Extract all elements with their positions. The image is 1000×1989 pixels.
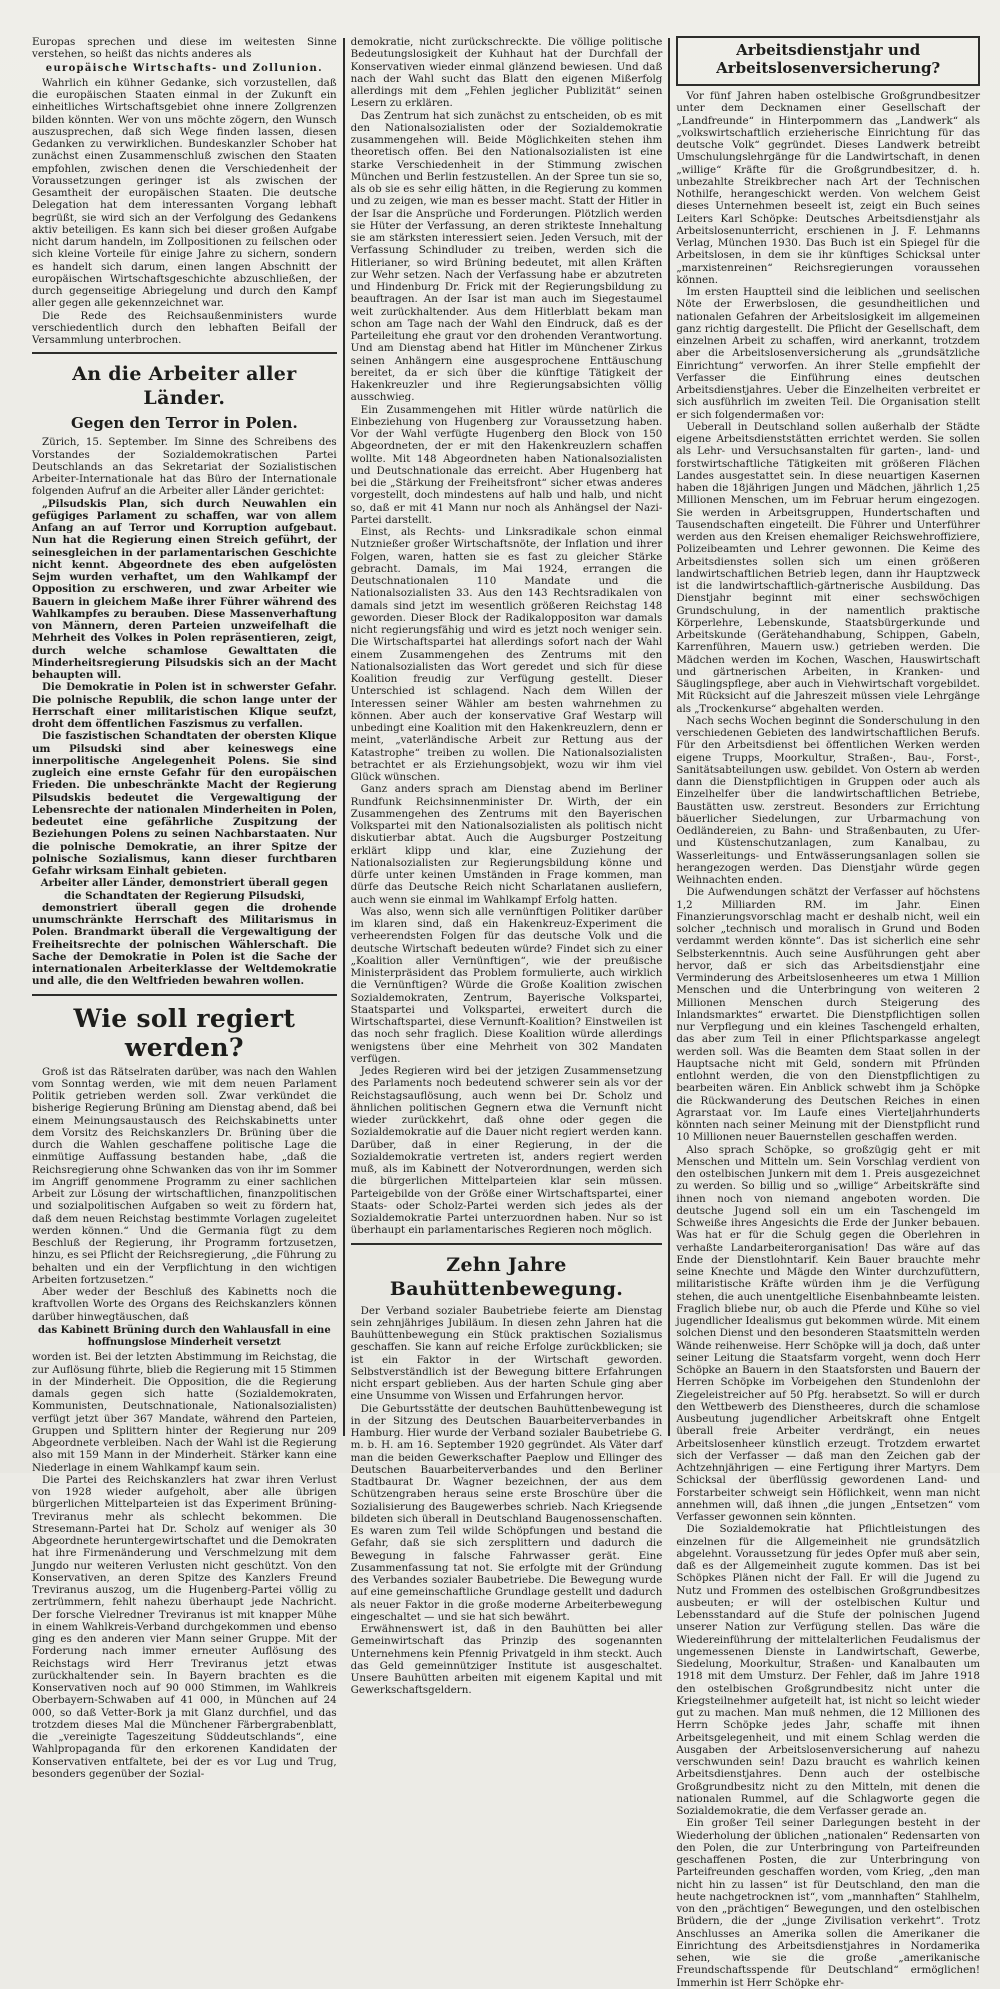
article-paragraph: Im ersten Hauptteil sind die leiblichen und seelischen Nöte der Erwerbslosen, die gesundheitlichen und nationalen Gefahren der Arbeitslosigkeit im allgemeinen ganz richtig dargestellt. Die Pflicht der Gesellschaft, dem einzelnen Arbeit zu schaffen, wird anerkannt, trotzdem aber die Arbeitslosenversicherung als „grundsätzliche Einrichtung“ verworfen. An ihrer Stelle empfiehlt der Verfasser die Einführung eines deutschen Arbeitsdienstjahres. Ueber die Einzelheiten verbreitet er sich ausführlich im zweiten Teil. Die Organisation stellt er sich folgendermaßen vor: <box>676 286 980 421</box>
article-paragraph: Ein großer Teil seiner Darlegungen besteht in der Wiederholung der üblichen „nationalen“ Redensarten von den Polen, die zur Unterbringung von Parteifreunden geschaffenen Posten, die zur Unterbringung von Parteifreunden geschaffen worden, vom Krieg, „den man nicht hin zu lassen“ ist für Deutschland, den man die heute nachgetrocknen ist“, vom „mannhaften“ Stahlhelm, von den „prächtigen“ Bewegungen, und den ostelbischen Brüdern, die der „junge Zivilisation verkehrt“. Trotz Anschlusses an Amerika sollen die Amerikaner die Einrichtung des Arbeitsdienstjahres in Nordamerika sehen, wie sie die große „amerikanische Freundschaftsspende für Deutschland“ ermöglichen! Immerhin ist Herr Schöpke ehr- <box>676 1817 980 1989</box>
article-paragraph: Ein Zusammengehen mit Hitler würde natürlich die Einbeziehung von Hugenberg zur Voraussetzung haben. Vor der Wahl verfügte Hugenberg den Block von 150 Abgeordneten, der er mit den Hakenkreuzlern schaffen wollte. Mit 148 Abgeordneten haben Nationalsozialisten und Deutschnationale das erreicht. Aber Hugenberg hat bei die „Stärkung der Freiheitsfront“ sicher etwas anderes vorgestellt, doch mindestens auf halb und halb, und nicht so, daß er mit 41 Mann nur noch als Anhängsel der Nazi-Partei darstellt. <box>350 403 663 526</box>
article-paragraph: Vor fünf Jahren haben ostelbische Großgrundbesitzer unter dem Decknamen einer Gesellschaft der „Landfreunde“ in Hinterpommern das „Landwerk“ als „volkswirtschaftlich erzieherische Einrichtung für das deutsche Volk“ gegründet. Dieses Landwerk betreibt Umschulungslehrgänge für die Landwirtschaft, in denen „willige“ Kräfte für die Großgrundbesitzer, d. h. unbezahlte Streikbrecher nach Art der Technischen Nothilfe, herangeschickt werden. Von welchem Geist dieses Unternehmen beseelt ist, zeigt ein Buch seines Leiters Karl Schöpke: Deutsches Arbeitsdienstjahr als Arbeitslosenunterricht, erschienen in J. F. Lehmanns Verlag, München 1930. Das Buch ist ein Spiegel für die Arbeitslosen, in dem sie ihr künftiges Schicksal unter „marxistenreinen“ Reichsregierungen voraussehen können. <box>676 90 980 286</box>
article-paragraph: Erwähnenswert ist, daß in den Bauhütten bei aller Gemeinwirtschaft das Prinzip des sogenannten Unternehmens kein Pfennig Privatgeld in ihm steckt. Auch das Geld gemeinnütziger Institute ist ausgeschaltet. Unsere Bauhütten arbeiten mit eigenem Kapital und mit Gewerkschaftsgeldern. <box>350 1623 663 1697</box>
article-title-arbeitsdienst: Arbeitsdienstjahr und Arbeitslosenversicherung? <box>716 41 941 77</box>
article-paragraph: Die Geburtsstätte der deutschen Bauhüttenbewegung ist in der Sitzung des Deutschen Bauarbeiterverbandes in Hamburg. Hier wurde der Verband sozialer Baubetriebe G. m. b. H. am 16. September 1920 gegründet. Als Väter darf man die beiden Gewerkschafter Paeplow und Ellinger des Deutschen Bauarbeiterverbandes und den Berliner Stadtbaurat Dr. Wagner bezeichnen, der aus dem Schützengraben heraus seine erste Broschüre über die Sozialisierung des Baugewerbes schrieb. Nach Kriegsende bildeten sich überall in Deutschland Baugenossenschaften. Es waren zum Teil wilde Schöpfungen und bestand die Gefahr, daß sie sich zersplittern und dadurch die Bewegung in falsche Fahrwasser gerät. Eine Zusammenfassung tat not. Sie erfolgte mit der Gründung des Verbandes sozialer Baubetriebe. Die Bewegung wurde auf eine gemeinschaftliche Grundlage gestellt und dadurch als neuer Faktor in die große moderne Arbeiterbewegung eingeschaltet — und sie hat sich bewährt. <box>350 1402 663 1623</box>
columns <box>26 36 986 1989</box>
article-paragraph: Die Demokratie in Polen ist in schwerster Gefahr. Die polnische Republik, die schon lange unter der Herrschaft einer militaristischen Klique seufzt, droht dem öffentlichen Faszismus zu verfallen. <box>32 681 337 730</box>
intro-text-2: Wahrlich ein kühner Gedanke, sich vorzustellen, daß die europäischen Staaten einmal in der Zukunft ein einheitliches Wirtschaftsgebiet ohne innere Zollgrenzen bilden könnten. Wer von uns möchte zögern, den Wunsch auszusprechen, daß sich Wege finden lassen, diesen Gedanken zu verwirklichen. Bundeskanzler Schober hat zunächst einen Zusammenschluß zwischen den Staaten empfohlen, zwischen denen die Verschiedenheit der Voraussetzungen geringer ist als zwischen der Gesamtheit der europäischen Staaten. Die deutsche Delegation hat dem interessanten Vorgang lebhaft begrüßt, sie wird sich an der Verfolgung des Gedankens aktiv beteiligen. Es kann sich bei dieser großen Aufgabe nicht darum handeln, im Zollpositionen zu feilschen oder sich kleine Vorteile für einige Jahre zu sichern, sondern es handelt sich darum, einen langen Abschnitt der europäischen Wirtschaftsgeschichte abzuschließen, der durch gegenseitige Abriegelung und durch den Kampf aller gegen alle gekennzeichnet war. <box>32 76 337 310</box>
article-paragraph: Jedes Regieren wird bei der jetzigen Zusammensetzung des Parlaments noch bedeutend schwerer sein als vor der Reichstagsauflösung, auch wenn bei Dr. Scholz und ähnlichen politischen Gegnern etwa die Vernunft nicht wieder zurückkehrt, daß ohne oder gegen die Sozialdemokratie auf die Dauer nicht regiert werden kann. Darüber, daß in einer Regierung, in der die Sozialdemokratie vertreten ist, anders regiert werden muß, als im Kabinett der Notverordnungen, werden sich die bürgerlichen Mittelparteien klar sein müssen. Parteigebilde von der Größe einer Wirtschaftspartei, einer Staats- oder Scholz-Partei werden sich jedes als der Sozialdemokratie Partei unterzuordnen haben. Nur so ist überhaupt ein parlamentarisches Regieren noch möglich. <box>350 1065 663 1237</box>
article-title-workers: An die Arbeiter aller Länder. <box>72 363 297 410</box>
article-paragraph: Zürich, 15. September. Im Sinne des Schreibens des Vorstandes der Sozialdemokratischen Partei Deutschlands an das Sekretariat der Sozialistischen Arbeiter-Internationale hat das Büro der Internationale folgenden Aufruf an die Arbeiter aller Länder gerichtet: <box>32 436 337 498</box>
article-paragraph: Einst, als Rechts- und Linksradikale schon einmal Nutznießer großer Wirtschaftsnöte, der Inflation und ihrer Folgen, waren, hatten sie es fast zu gleicher Stärke gebracht. Damals, im Mai 1924, errangen die Deutschnationalen 110 Mandate und die Nationalsozialisten 33. Aus den 143 Rechtsradikalen von damals sind jetzt im wesentlich größeren Reichstag 148 geworden. Dieser Block der Radikaloppositon war damals nicht regierungsfähig und wird es jetzt noch weniger sein. Die Wirtschaftspartei hat allerdings sofort nach der Wahl einem Zusammengehen des Zentrums mit den Nationalsozialisten das Wort geredet und sich für diese Koalition freudig zur Verfügung gestellt. Dieser Unterschied ist schlagend. Nach dem Willen der Interessen seiner Wähler am besten wahrnehmen zu können. Aber auch der konservative Graf Westarp will unbedingt eine Koalition mit den Hakenkreuzlern, denn er meint, „vaterländische Arbeit zur Rettung aus der Katastrophe“ treiben zu wollen. Die Nationalsozialisten betrachtet er als Erziehungsobjekt, wozu wir ihm viel Glück wünschen. <box>350 526 663 783</box>
divider <box>32 352 337 354</box>
article-paragraph: demonstriert überall gegen die drohende unumschränkte Herrschaft des Militarismus in Polen. Brandmarkt überall die Vergewaltigung der Freiheitsrechte der polnischen Wählerschaft. Die Sache der Demokratie in Polen ist die Sache der internationalen Arbeiterklasse der Weltdemokratie und alle, die den Weltfrieden bewahren wollen. <box>32 901 337 988</box>
article-paragraph: Ueberall in Deutschland sollen außerhalb der Städte eigene Arbeitsdienststätten errichtet werden. Sie sollen als Lehr- und Versuchsanstalten für garten-, land- und forstwirtschaftliche Tätigkeiten mit größeren Flächen Landes ausgestattet sein. In diese neuartigen Kasernen haben die 18jährigen Jungen und Mädchen, jährlich 1,25 Millionen Menschen, um im Februar herum eingezogen. Sie werden in Arbeitsgruppen, Hundertschaften und Tausendschaften eingeteilt. Die Führer und Unterführer werden aus den Kreisen ehemaliger Reichswehroffiziere, Polizeibeamten und Lehrer gewonnen. Die Keime des Arbeitsdienstes sollen sich um einen größeren landwirtschaftlichen Betrieb legen, dann ihr Hauptzweck ist die landwirtschaftlich-gärtnerische Ausbildung. Das Dienstjahr beginnt mit einer sechswöchigen Grundschulung, in der namentlich praktische Körperlehre, Lebenskunde, Staatsbürgerkunde und Arbeitskunde (Gerätehandhabung, Schippen, Gabeln, Karrenführen, Mauern usw.) getrieben werden. Die Mädchen werden im Kochen, Waschen, Hauswirtschaft und gärtnerischen Arbeiten, in Kranken- und Säuglingspflege, aber auch in Viehwirtschaft vorgebildet. Mit Rücksicht auf die Jahreszeit müssen viele Lehrgänge als „Trockenkurse“ abgehalten werden. <box>676 420 980 715</box>
headline-box <box>676 36 980 86</box>
article-paragraph: Der Verband sozialer Baubetriebe feierte am Dienstag sein zehnjähriges Jubiläum. In diesen zehn Jahren hat die Bauhüttenbewegung ein Stück praktischen Sozialismus geschaffen. Sie kann auf reiche Erfolge zurückblicken; sie ist ein Faktor in der Wirtschaft geworden. Selbstverständlich ist der Bewegung bittere Erfahrungen nicht erspart geblieben. Aus der harten Schule ging aber eine Unsumme von Wissen und Erfahrungen hervor. <box>350 1304 663 1403</box>
article-paragraph: Also sprach Schöpke, so großzügig geht er mit Menschen und Mitteln um. Sein Vorschlag verdient von den ostelbischen Junkern mit dem 1. Preis ausgezeichnet zu werden. So billig und so „willige“ Arbeitskräfte sind ihnen noch von niemand angeboten worden. Die deutsche Jugend soll ein um ein Taschengeld im Schweiße ihres Angesichts die Erde der Junker bebauen. Was hat er für die Schulg gegen die Oberlehren in verhaßte Landarbeiterorganisation! Das wäre auf das Ende der Dienstlohntarif. Kein Bauer brauchte mehr seine Knechte und Mägde den Winter durchzufüttern, militaristische Kräfte würden ihm je die Verfügung stehen, die auch unentgeltliche Eisenbahnbeamte leisten. Fraglich bliebe nur, ob auch die Pferde und Kühe so viel jugendlicher Idealismus gut bekommen würde. Mit einem solchen Dienst und den besonderen Staatsmitteln werden Wände reihenweise. Herr Schöpke will ja doch, daß unter seiner Leitung die Staatsfarm vorgeht, wenn doch Herr Schöpke an Bauern in den Staatsforsten und Bauern der Herren Schöpke im Vorbeigehen den Stundenlohn der Ziegeleistreicher auf 50 Pfg. herabsetzt. So will er durch den Wettbewerb des Dienstheeres, durch die schamlose Ausbeutung jugendlicher Arbeitskraft ohne Entgelt überall freie Arbeiter verdrängt, ein neues Arbeitslosenheer künstlich erzeugt. Trotzdem erwartet sich der Verfasser — daß man den Zeichen gab der Achtzehnjährigen — eine Fertigung ihrer Martyrs. Dem Schicksal der überflüssig gewordenen Land- und Forstarbeiter schweigt sein Höflichkeit, wenn man nicht annehmen will, daß ihnen „die jungen „Entsetzen“ vom Verfasser gewonnen sein könnten. <box>676 1143 980 1523</box>
article-paragraph: worden ist. Bei der letzten Abstimmung im Reichstag, die zur Auflösung führte, blieb die Regierung mit 15 Stimmen in der Minderheit. Die Opposition, die die Regierung damals gegen sich hatte (Sozialdemokraten, Kommunisten, Deutschnationale, Nationalsozialisten) verfügt jetzt über 367 Mandate, während den Parteien, Gruppen und Splittern hinter der Regierung nur 209 Abgeordnete verbleiben. Nach der Wahl ist die Regierung also mit 159 Mann in der Minderheit. Stärker kann eine Niederlage in einem Wahlkampf kaum sein. <box>32 1351 337 1474</box>
article-paragraph: Die Sozialdemokratie hat Pflichtleistungen des einzelnen für die Allgemeinheit nie grundsätzlich abgelehnt. Voraussetzung für jedes Opfer muß aber sein, daß es der Allgemeinheit zugute kommen. Das ist bei Schöpkes Plänen nicht der Fall. Er will die Jugend zu Nutz und Frommen des ostelbischen Großgrundbesitzes ausbeuten; er will der ostelbischen Kultur und Lebensstandard auf die Stufe der polnischen Jugend unserer Nation zur Verfügung stellen. Das wäre die Wiedereinführung der mittelalterlichen Feudalismus der ungemessenen Dienste in Landwirtschaft, Gewerbe, Siedelung, Moorkultur, Straßen- und Kanalbauten um 1918 mit dem Umsturz. Der Fehler, daß im Jahre 1918 den ostelbischen Großgrundbesitz nicht unter die Kriegsteilnehmer aufgeteilt hat, ist nicht so leicht wieder gut zu machen. Man muß nehmen, die 12 Millionen des Herrn Schöpke jedes Jahr, schaffe mit ihnen Arbeitsgelegenheit, und mit einem Schlag werden die Ausgaben der Arbeitslosenversicherung auf nahezu verschwunden sein! Dazu braucht es wahrlich keinen Arbeitsdienstjahres. Denn auch der ostelbische Großgrundbesitz nicht zu den Mitteln, mit denen die nationalen Rummel, auf die Schlagworte gegen die Sozialdemokratie, die dem Verfasser gerade an. <box>676 1523 980 1817</box>
article-title-bauhuetten: Zehn Jahre Bauhüttenbewegung. <box>389 1253 624 1300</box>
intro-text-3: Die Rede des Reichsaußenministers wurde verschiedentlich durch den lebhaften Beifall der Versammlung unterbrochen. <box>32 309 337 346</box>
article-paragraph: Aber weder der Beschluß des Kabinetts noch die kraftvollen Worte des Organs des Reichskanzlers können darüber hinwegtäuschen, daß <box>32 1286 337 1323</box>
article-paragraph: Ganz anders sprach am Dienstag abend im Berliner Rundfunk Reichsinnenminister Dr. Wirth, der ein Zusammengehen des Zentrums mit den Bayerischen Volkspartei mit den Nationalsozialisten als politisch nicht diskutierbar abtat. Auch die Augsburger Postzeitung erklärt klipp und klar, eine Zuziehung der Nationalsozialisten zur Regierungsbildung könne und dürfe unter keinen Umständen in Frage kommen, man dürfe das Deutsche Reich nicht Scharlatanen ausliefern, auch wenn sie einmal im Wahlkampf Erfolg hatten. <box>350 783 663 906</box>
article-paragraph: Nach sechs Wochen beginnt die Sonderschulung in den verschiedenen Gebieten des landwirtschaftlichen Berufs. Für den Arbeitsdienst bei öffentlichen Werken werden eigene Trupps, Moorkultur, Straßen-, Bau-, Forst-, Sanitätsabteilungen usw. gebildet. Von Ostern ab werden dann die Dienstpflichtigen in Gruppen oder auch als Einzelhelfer über die landwirtschaftlichen Betriebe, Baustätten usw. zerstreut. Besonders zur Errichtung bäuerlicher Siedelungen, zur Urbarmachung von Oedländereien, zu Bahn- und Straßenbauten, zu Ufer- und Küstenschutzanlagen, zum Kanalbau, zu Wasserleitungs- und Entwässerungsanlagen sollen sie herangezogen werden. Das Dienstjahr würde gegen Weihnachten enden. <box>676 714 980 886</box>
article-paragraph: Die Partei des Reichskanzlers hat zwar ihren Verlust von 1928 wieder aufgeholt, aber alle übrigen bürgerlichen Mittelparteien ist das Experiment Brüning-Treviranus mehr als schlecht bekommen. Die Stresemann-Partei hat Dr. Scholz auf weniger als 30 Abgeordnete heruntergewirtschaftet und die Demokraten hat ihre Firmenänderung und Verschmelzung mit dem Jungdo nur weiteren Verlusten nicht geschützt. Von den Konservativen, an deren Spitze des Kanzlers Freund Treviranus auszog, um die Hugenberg-Partei völlig zu zertrümmern, fehlt nahezu überhaupt jede Nachricht. Der forsche Vielredner Treviranus ist mit knapper Mühe in einem Wahlkreis-Verband durchgekommen und ebenso ging es den anderen vier Mann seiner Gruppe. Mit der Forderung nach immer erneuter Auflösung des Reichstags wird Herr Treviranus jetzt etwas zurückhaltender sein. In Bayern brachten es die Konservativen noch auf 90 000 Stimmen, im Wahlkreis Oberbayern-Schwaben auf 41 000, in München auf 24 000, so daß Vetter-Bork ja mit Glanz durchfiel, und das trotzdem dieses Mal die Münchener Färbergrabenblatt, die „vereinigte Tageszeitung Süddeutschlands“, eine Wahlpropaganda für den erkorenen Kandidaten der Konservativen entfaltete, bei der es vor Lug und Trug, besonders gegenüber der Sozial- <box>32 1473 337 1780</box>
divider <box>351 1243 663 1245</box>
intro-text: Europas sprechen und diese im weitesten Sinne verstehen, so heißt das nichts anderes als <box>32 36 337 61</box>
article-paragraph: Groß ist das Rätselraten darüber, was nach den Wahlen vom Sonntag werden, wie mit dem neuen Parlament Politik getrieben werden soll. Zwar verkündet die bisherige Regierung Brüning am Dienstag abend, daß bei einem Meinungsaustausch des Reichskabinetts unter dem Vorsitz des Reichskanzlers Dr. Brüning über die durch die Wahlen geschaffene politische Lage die einmütige Auffassung bestanden habe, „daß die Reichsregierung ohne Schwanken das von ihr im Sommer im Angriff genommene Programm zu einer sachlichen Arbeit zur Lösung der wirtschaftlichen, finanzpolitischen und sozialpolitischen Aufgaben so weit zu fördern hat, daß dem neuen Reichstag bestimmte Vorlagen zugeleitet werden können.“ Und die Germania fügt zu dem Beschluß der Regierung, ihr Programm fortzusetzen, hinzu, es sei Pflicht der Reichsregierung, „die Führung zu behalten und ein der Verpflichtung in den wichtigen Arbeiten fortzusetzen.“ <box>32 1065 337 1286</box>
divider <box>32 994 337 996</box>
intro-highlight: europäische Wirtschafts- und Zollunion. <box>45 62 323 74</box>
article-paragraph: „Pilsudskis Plan, sich durch Neuwahlen ein gefügiges Parlament zu schaffen, war von allem Anfang an auf Terror und Korruption aufgebaut. Nun hat die Regierung einen Streich geführt, der seinesgleichen in der parlamentarischen Geschichte nicht kennt. Abgeordnete des eben aufgelösten Sejm wurden verhaftet, um den Wahlkampf der Opposition zu erschweren, und zwar Arbeiter wie Bauern in gleichem Maße ihrer Führer während des Wahlkampfes zu berauben. Diese Massenverhaftung von Männern, deren Parteien unzweifelhaft die Mehrheit des Volkes in Polen repräsentieren, zeigt, durch welche schamlose Gewalttaten die Minderheitsregierung Pilsudskis sich an der Macht behaupten will. <box>32 497 337 681</box>
article-title-government: Wie soll regiert werden? <box>73 1003 296 1062</box>
column-2 <box>345 36 669 1697</box>
article-subtitle-workers: Gegen den Terror in Polen. <box>71 414 298 433</box>
column-3 <box>670 36 986 1989</box>
article-paragraph: Arbeiter aller Länder, demonstriert überall gegen die Schandtaten der Regierung Pilsudski, <box>40 877 329 902</box>
article-paragraph: Die Aufwendungen schätzt der Verfasser auf höchstens 1,2 Milliarden RM. im Jahr. Einen Finanzierungsvorschlag macht er deshalb nicht, weil ein solcher „technisch und moralisch in Grund und Boden verdammt werden könnte“. Das ist sicherlich eine sehr Selbsterkenntnis. Auch seine Ausführungen geht aber hervor, daß er sich das Arbeitsdienstjahr eine Verminderung des Arbeitslosenheeres um etwa 1 Million Menschen und die Unterbringung von weiteren 2 Millionen Menschen durch Steigerung des Inlandsmarktes“ erwartet. Die Dienstpflichtigen sollen nur Verpflegung und ein kleines Taschengeld erhalten, das aber zum Teil in einer Pflichtsparkasse angelegt werden soll. Was die Beamten dem Staat sollen in der Hauptsache nicht mit Geld, sondern mit Pfründen entlohnt werden, die von den Dienstpflichtigen zu bearbeiten wären. Ein Anblick schwebt ihm ja Schöpke die Rückwanderung des Deutschen Reiches in einen Agrarstaat vor. Im Laufe eines Vierteljahrhunderts könnten nach seiner Meinung mit der Dienstpflicht rund 10 Millionen neuer Bauernstellen geschaffen werden. <box>676 886 980 1144</box>
column-1 <box>26 36 343 1780</box>
article-paragraph: Die faszistischen Schandtaten der obersten Klique um Pilsudski sind aber keineswegs eine innerpolitische Angelegenheit Polens. Sie sind zugleich eine ernste Gefahr für den europäischen Frieden. Die unbeschränkte Macht der Regierung Pilsudskis bedeutet die Vergewaltigung der Lebensrechte der nationalen Minderheiten in Polen, bedeutet eine gefährliche Zuspitzung der Beziehungen Polens zu seinen Nachbarstaaten. Nur die polnische Demokratie, an ihrer Spitze der polnische Sozialismus, kann dieser furchtbaren Gefahr wirksam Einhalt gebieten. <box>32 730 337 877</box>
article-paragraph: Was also, wenn sich alle vernünftigen Politiker darüber im klaren sind, daß ein Hakenkreuz-Experiment die verheerendsten Folgen für das deutsche Volk und die deutsche Wirtschaft bedeuten würde? Findet sich zu einer „Koalition aller Vernünftigen“, wie der preußische Ministerpräsident das Problem formulierte, auch wirklich die Vernünftigen? Würde die Große Koalition zwischen Sozialdemokraten, Zentrum, Bayerische Volkspartei, Staatspartei und Volkspartei, erweitert durch die Wirtschaftspartei, diese Vernunft-Koalition? Einstweilen ist das noch sehr fraglich. Diese Koalition würde allerdings wenigstens über eine Mehrheit von 302 Mandaten verfügen. <box>350 905 663 1065</box>
article-highlight: das Kabinett Brüning durch den Wahlausfall in eine hoffnungslose Minderheit versetzt <box>38 1324 331 1348</box>
article-paragraph: Das Zentrum hat sich zunächst zu entscheiden, ob es mit den Nationalsozialisten oder der Sozialdemokratie zusammengehen will. Beide Möglichkeiten stehen ihm theoretisch offen. Bei den Nationalsozialisten ist eine starke Verschiedenheit in der Stimmung zwischen München und Berlin festzustellen. An der Spree tun sie so, als ob sie es sehr eilig hätten, in die Regierung zu kommen und zu zeigen, wie man es besser macht. Statt der Hitler in der Isar die Ansprüche und Forderungen. Plötzlich werden sie Hüter der Verfassung, an deren strikteste Innehaltung sie am stärksten interessiert seien. Jeden Versuch, mit der Verfassung Schindluder zu treiben, werden sich die Hitlerianer, so wird Brüning bedeutet, mit allen Kräften zur Wehr setzen. Nach der Verfassung habe er abzutreten und Hindenburg Dr. Frick mit der Regierungsbildung zu beauftragen. An der Isar ist man auch im Siegestaumel weit zurückhaltender. Aus dem Hitlerblatt bekam man schon am Tage nach der Wahl den Eindruck, daß es der Parteileitung ehe graut vor den drohenden Verantwortung. Und am Dienstag abend hat Hitler im Münchener Zirkus seinen Anhängern eine ausgesprochene Enttäuschung bereitet, da er sich über die künftige Tätigkeit der Hakenkreuzler und ihre Regierungsabsichten völlig ausschwieg. <box>350 109 663 404</box>
article-paragraph: demokratie, nicht zurückschreckte. Die völlige politische Bedeutungslosigkeit der Kuhhaut hat der Durchfall der Konservativen wieder einmal glänzend bewiesen. Und daß nach der Wahl sucht das Blatt den eigenen Mißerfolg allerdings mit dem „Fehlen jeglicher Publizität“ seinen Lesern zu erklären. <box>350 36 663 110</box>
